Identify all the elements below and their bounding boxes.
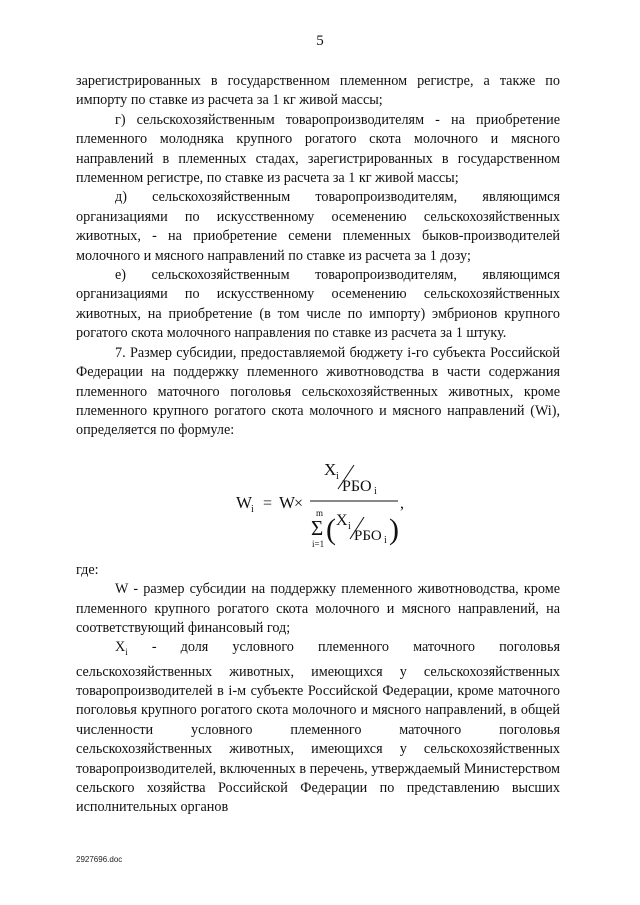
left-paren: ( [326, 512, 336, 546]
numerator-x: X [324, 459, 337, 479]
formula-lhs-sub: i [251, 503, 254, 515]
xi-text: - доля условного племенного маточного поголовья сельскохозяйственных животных, имеющихся у сельскохозяйственных товаропроизводителей в i-м субъекте Российской Федерации, кроме маточного поголовья крупного рогатого скота молочного и мясного направлений, в общей численности условного племенного маточного поголовья сельскохозяйственных животных, имеющихся у сельскохозяйственных товаропроизводителей, включенных в перечень, утверждаемый Министерством сельского хозяйства Российской Федерации по представлению высших исполнительных органов [76, 639, 560, 816]
definition-xi [76, 638, 560, 817]
formula-times: × [294, 494, 304, 512]
sum-upper-limit: m [316, 507, 324, 518]
formula-equals: = [263, 494, 273, 512]
paragraph: 7. Размер субсидии, предоставляемой бюджету i-го субъекта Российской Федерации на поддержку племенного животноводства в части содержания племенного маточного поголовья сельскохозяйственных животных, кроме племенного крупного рогатого скота молочного и мясного направлений (Wi), определяется по формуле: [76, 344, 560, 439]
formula-w: W [279, 492, 296, 512]
paragraph: г) сельскохозяйственным товаропроизводителям - на приобретение племенного молодняка крупного рогатого скота молочного и мясного направлений в племенных стадах, зарегистрированных в государственном племенном регистре, по ставке из расчета за 1 кг живой массы; [76, 111, 560, 187]
numerator-x-sub: i [336, 470, 339, 482]
denominator-x-sub: i [348, 520, 351, 532]
footer-filename: 2927696.doc [76, 855, 123, 864]
numerator-rbo: РБО [342, 477, 372, 495]
denominator-x: X [336, 511, 348, 529]
formula-lhs: W [236, 492, 253, 512]
document-body [76, 72, 560, 818]
paragraph: д) сельскохозяйственным товаропроизводителям, являющимся организациями по искусственному осеменению сельскохозяйственных животных, - на приобретение семени племенных быков-производителей молочного и мясного направлений по ставке из расчета за 1 дозу; [76, 189, 560, 264]
denominator-rbo-sub: i [384, 534, 387, 546]
right-paren: ) [389, 512, 399, 546]
sum-lower-limit: i=1 [312, 538, 325, 549]
subsidy-formula [76, 451, 560, 555]
paragraph: е) сельскохозяйственным товаропроизводителям, являющимся организациями по искусственному осеменению сельскохозяйственных животных, на приобретение (в том числе по импорту) эмбрионов крупного рогатого скота молочного направления по ставке из расчета за 1 штуку. [76, 267, 560, 342]
formula-comma: , [400, 494, 404, 512]
sigma: Σ [311, 515, 324, 540]
definition-w: W - размер субсидии на поддержку племенного животноводства, кроме племенного крупного рогатого скота молочного и мясного направлений, на соответствующий финансовый год; [76, 581, 560, 636]
denominator-rbo: РБО [354, 527, 382, 544]
where-label: где: [76, 561, 99, 578]
numerator-rbo-sub: i [374, 485, 377, 497]
xi-subscript: i [125, 647, 128, 658]
paragraph: зарегистрированных в государственном племенном регистре, а также по импорту по ставке из расчета за 1 кг живой массы; [76, 73, 560, 109]
page-number: 5 [316, 33, 324, 49]
xi-symbol: X [115, 639, 126, 656]
